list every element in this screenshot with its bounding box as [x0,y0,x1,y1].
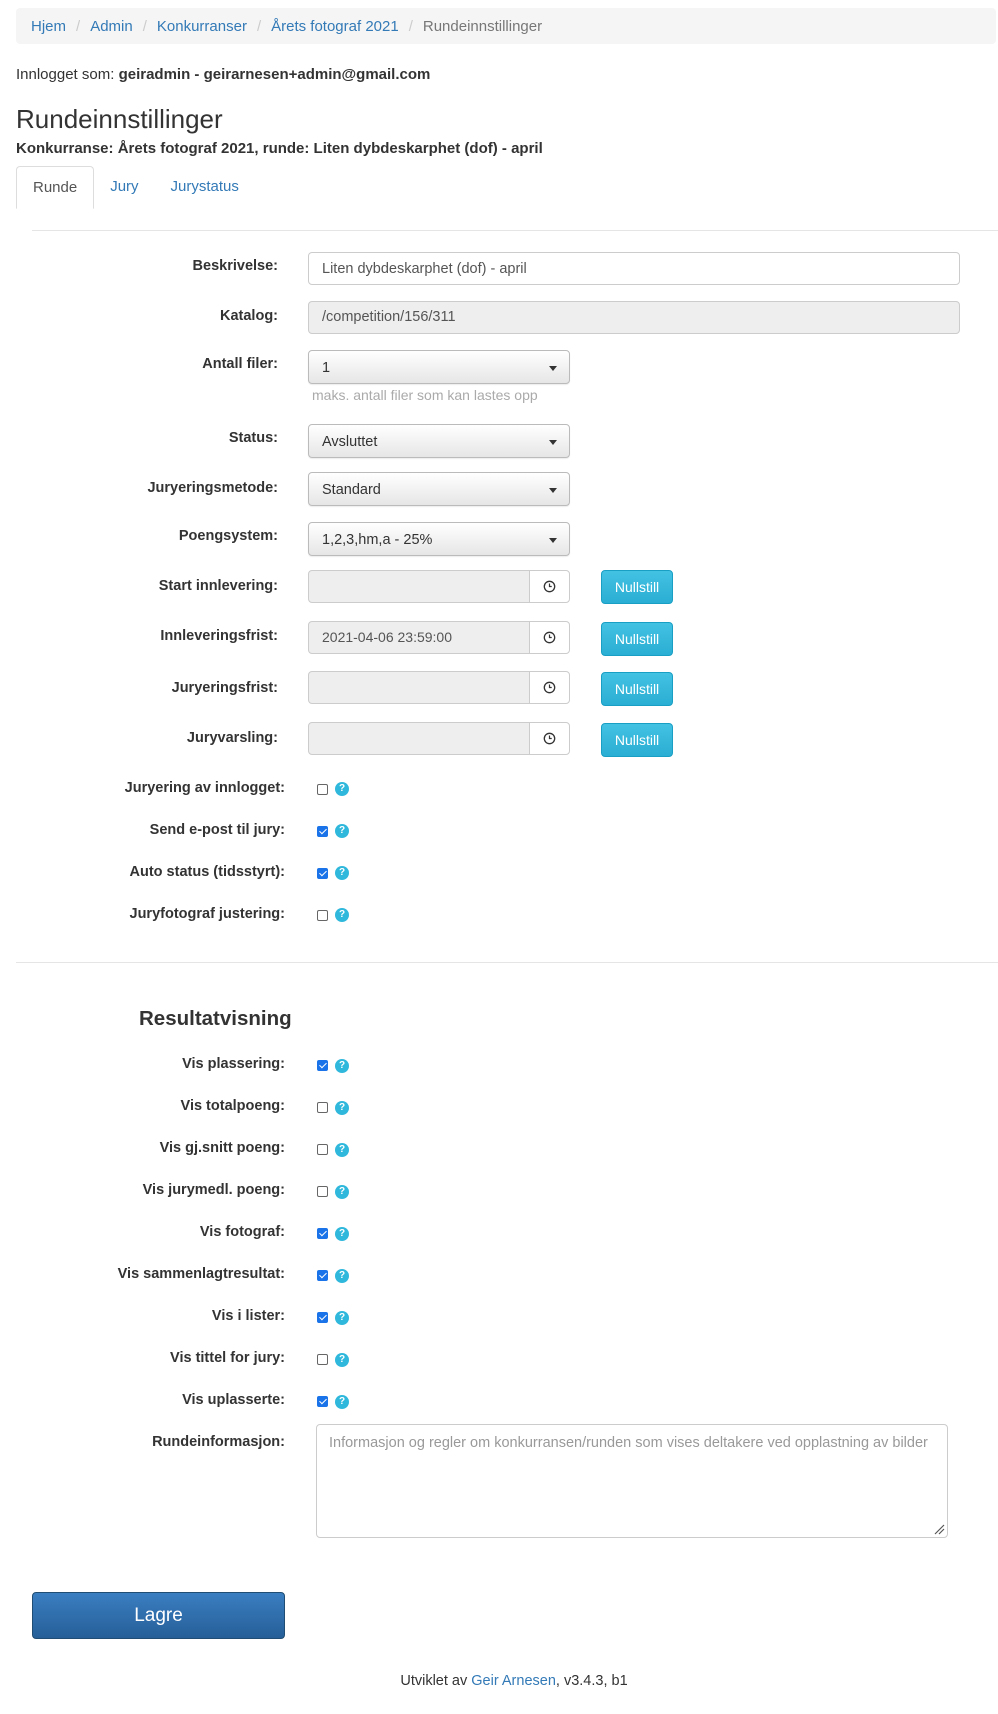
help-icon[interactable]: ? [335,1395,349,1409]
help-icon[interactable]: ? [335,1143,349,1157]
checkbox-label: Vis tittel for jury: [170,1350,285,1366]
beskrivelse-input[interactable] [308,252,960,285]
help-icon[interactable]: ? [335,1311,349,1325]
clock-icon[interactable] [529,621,570,654]
checkbox-label: Vis totalpoeng: [180,1098,285,1114]
vis-snitt-checkbox[interactable] [317,1144,328,1155]
chevron-down-icon [549,366,557,371]
reset-juryfrist-button[interactable]: Nullstill [601,672,673,706]
help-icon[interactable]: ? [335,1185,349,1199]
logged-in-user: geiradmin - geirarnesen+admin@gmail.com [118,66,431,83]
send-epost-checkbox[interactable] [317,826,328,837]
help-icon[interactable]: ? [335,824,349,838]
rundeinformasjon-label: Rundeinformasjon: [152,1434,285,1450]
tab-runde[interactable]: Runde [16,166,94,209]
reset-juryvarsling-button[interactable]: Nullstill [601,723,673,757]
reset-start-button[interactable]: Nullstill [601,570,673,604]
poengsystem-select[interactable]: 1,2,3,hm,a - 25% [308,522,570,556]
vis-tittel-checkbox[interactable] [317,1354,328,1365]
tab-jurystatus[interactable]: Jurystatus [170,178,239,195]
vis-sammenlagt-checkbox[interactable] [317,1270,328,1281]
start-innlevering-label: Start innlevering: [158,578,278,594]
checkbox-label: Juryering av innlogget: [124,780,285,796]
tabs [16,166,255,208]
breadcrumb-competition[interactable]: Årets fotograf 2021 [271,17,399,35]
resize-handle-icon[interactable] [933,1523,945,1535]
help-icon[interactable]: ? [335,1227,349,1241]
page-subtitle: Konkurranse: Årets fotograf 2021, runde: Liten dybdeskarphet (dof) - april [16,140,543,157]
help-icon[interactable]: ? [335,1269,349,1283]
help-icon[interactable]: ? [335,866,349,880]
antall-filer-help: maks. antall filer som kan lastes opp [312,387,538,403]
juryvarsling-picker [308,722,570,755]
status-select[interactable]: Avsluttet [308,424,570,458]
vis-fotograf-checkbox[interactable] [317,1228,328,1239]
page-title: Rundeinnstillinger [16,104,223,134]
vis-uplasserte-checkbox[interactable] [317,1396,328,1407]
help-icon[interactable]: ? [335,782,349,796]
checkbox-label: Vis fotograf: [199,1224,285,1240]
start-innlevering-input[interactable] [308,570,530,603]
juryfotograf-checkbox[interactable] [317,910,328,921]
clock-icon[interactable] [529,570,570,603]
checkbox-label: Vis i lister: [211,1308,285,1324]
clock-icon[interactable] [529,671,570,704]
breadcrumb-competitions[interactable]: Konkurranser [156,17,247,35]
katalog-input[interactable]: /competition/156/311 [308,301,960,334]
antall-filer-select[interactable]: 1 [308,350,570,384]
antall-filer-label: Antall filer: [202,356,278,372]
rundeinformasjon-placeholder: Informasjon og regler om konkurransen/runden som vises deltakere ved opplastning av bilder [329,1435,928,1451]
author-link[interactable]: Geir Arnesen [471,1673,556,1689]
help-icon[interactable]: ? [335,1059,349,1073]
juryeringsfrist-input[interactable] [308,671,530,704]
juryeringsfrist-picker [308,671,570,704]
tab-divider [32,230,998,231]
save-button[interactable]: Lagre [32,1592,285,1639]
juryering-innlogget-checkbox[interactable] [317,784,328,795]
juryeringsmetode-label: Juryeringsmetode: [147,480,278,496]
section-divider [16,962,998,963]
vis-plassering-checkbox[interactable] [317,1060,328,1071]
rundeinformasjon-textarea[interactable] [316,1424,948,1538]
vis-totalpoeng-checkbox[interactable] [317,1102,328,1113]
checkbox-label: Vis uplasserte: [182,1392,285,1408]
vis-jurymedl-checkbox[interactable] [317,1186,328,1197]
help-icon[interactable]: ? [335,1101,349,1115]
juryvarsling-label: Juryvarsling: [186,730,278,746]
breadcrumb-home[interactable]: Hjem [31,17,67,35]
juryvarsling-input[interactable] [308,722,530,755]
clock-icon[interactable] [529,722,570,755]
tab-jury[interactable]: Jury [110,178,139,195]
innleveringsfrist-input[interactable]: 2021-04-06 23:59:00 [308,621,530,654]
breadcrumb: Hjem / Admin / Konkurranser / Årets fotograf 2021 / Rundeinnstillinger [16,8,996,44]
results-title: Resultatvisning [139,1007,292,1030]
footer: Utviklet av Geir Arnesen, v3.4.3, b1 [400,1673,628,1689]
chevron-down-icon [549,538,557,543]
juryeringsfrist-label: Juryeringsfrist: [171,680,278,696]
checkbox-label: Send e-post til jury: [149,822,285,838]
checkbox-label: Vis jurymedl. poeng: [142,1182,285,1198]
logged-in-text: Innlogget som: geiradmin - geirarnesen+admin@gmail.com [16,66,431,83]
beskrivelse-label: Beskrivelse: [192,258,278,274]
reset-frist-button[interactable]: Nullstill [601,622,673,656]
help-icon[interactable]: ? [335,1353,349,1367]
innleveringsfrist-picker [308,621,570,654]
breadcrumb-admin[interactable]: Admin [90,17,133,35]
chevron-down-icon [549,440,557,445]
juryeringsmetode-select[interactable]: Standard [308,472,570,506]
help-icon[interactable]: ? [335,908,349,922]
checkbox-label: Vis gj.snitt poeng: [159,1140,285,1156]
status-label: Status: [228,430,278,446]
start-innlevering-picker [308,570,570,603]
checkbox-label: Juryfotograf justering: [129,906,285,922]
breadcrumb-current: Rundeinnstillinger [422,17,543,35]
innleveringsfrist-label: Innleveringsfrist: [160,628,278,644]
checkbox-label: Auto status (tidsstyrt): [129,864,285,880]
poengsystem-label: Poengsystem: [178,528,278,544]
checkbox-label: Vis plassering: [182,1056,285,1072]
vis-i-lister-checkbox[interactable] [317,1312,328,1323]
auto-status-checkbox[interactable] [317,868,328,879]
katalog-label: Katalog: [220,308,278,324]
checkbox-label: Vis sammenlagtresultat: [117,1266,285,1282]
chevron-down-icon [549,488,557,493]
